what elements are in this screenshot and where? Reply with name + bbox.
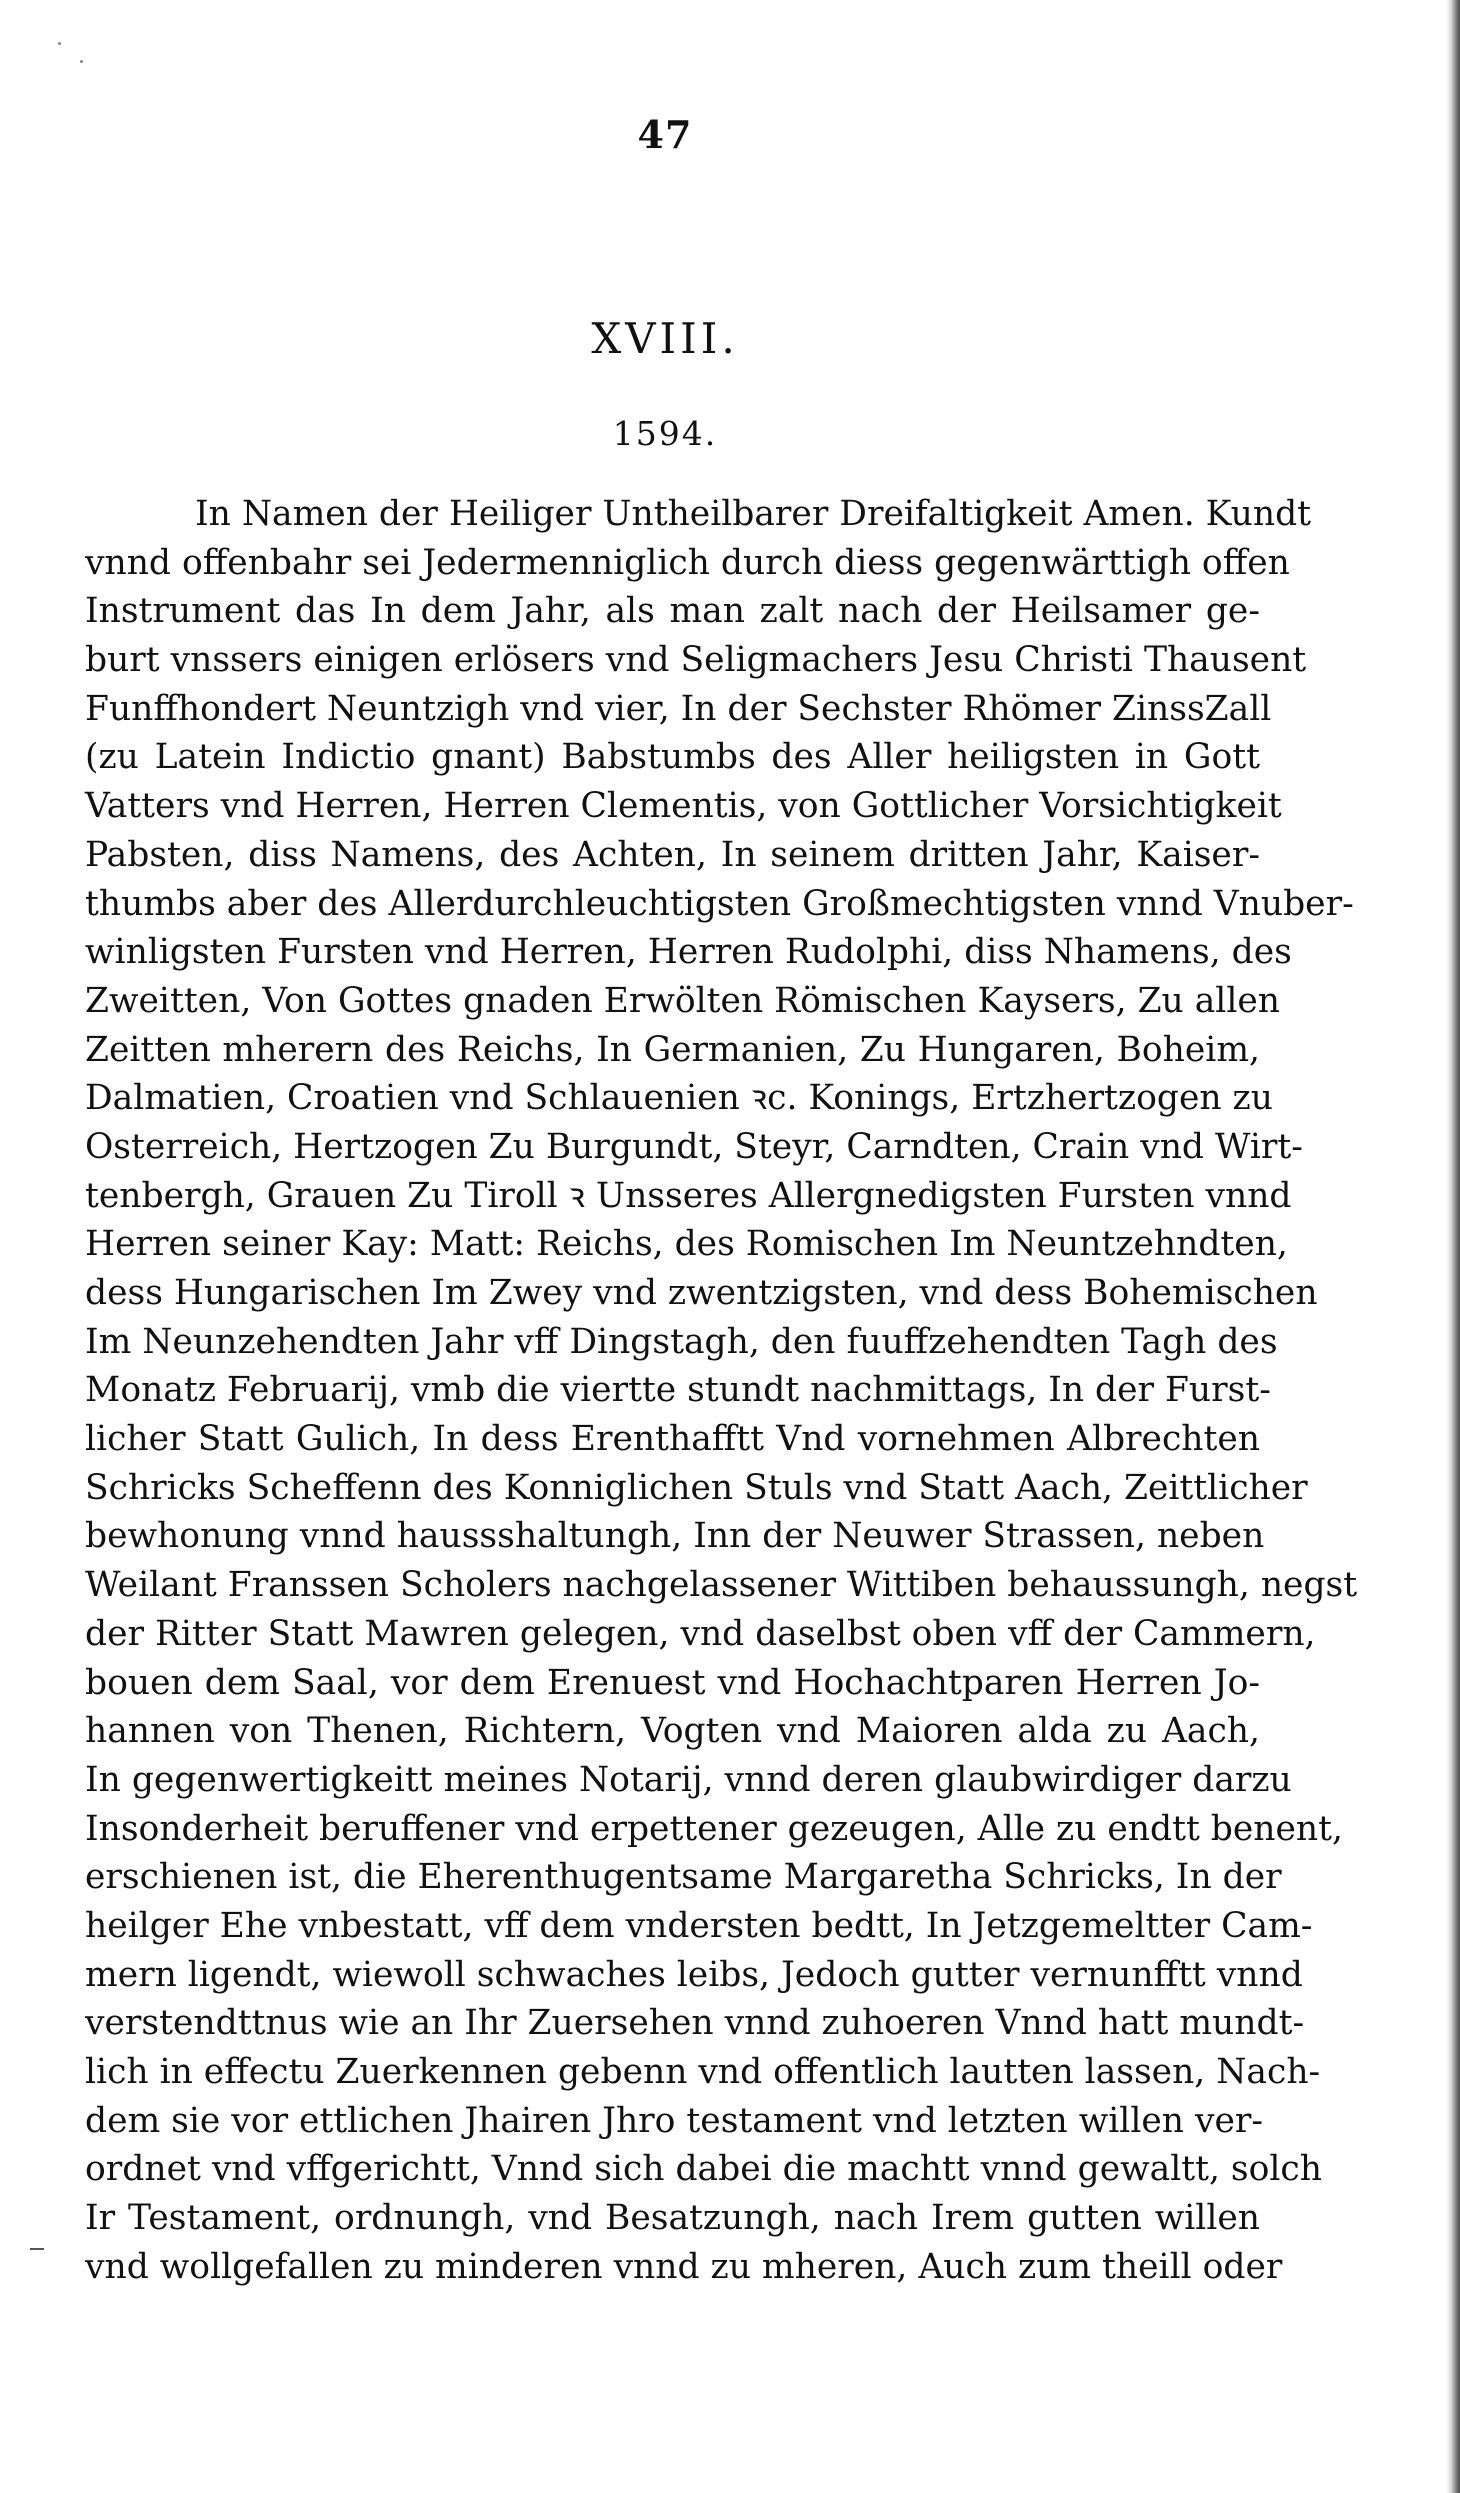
text-line: bouen dem Saal, vor dem Erenuest vnd Hochachtparen Herren Jo- bbox=[85, 1662, 1260, 1703]
page-binding-edge bbox=[1446, 0, 1460, 2493]
text-line: hannen von Thenen, Richtern, Vogten vnd Maioren alda zu Aach, bbox=[85, 1711, 1260, 1752]
text-line: Schricks Scheffenn des Konniglichen Stuls vnd Statt Aach, Zeittlicher bbox=[85, 1467, 1308, 1508]
page-number: 47 bbox=[637, 112, 693, 157]
paper-speck bbox=[80, 60, 83, 63]
text-line: Im Neunzehendten Jahr vff Dingstagh, den fuuffzehendten Tagh des bbox=[85, 1321, 1278, 1362]
text-line: Insonderheit beruffener vnd erpettener gezeugen, Alle zu endtt benent, bbox=[85, 1808, 1343, 1849]
text-line: Zeitten mherern des Reichs, In Germanien, Zu Hungaren, Boheim, bbox=[85, 1029, 1260, 1070]
text-line: Ir Testament, ordnungh, vnd Besatzungh, nach Irem gutten willen bbox=[85, 2198, 1260, 2239]
paper-speck bbox=[58, 42, 61, 45]
text-line: tenbergh, Grauen Zu Tiroll ꝛ Unsseres Allergnedigsten Fursten vnnd bbox=[85, 1175, 1292, 1216]
text-line: vnnd offenbahr sei Jedermenniglich durch diess gegenwärttigh offen bbox=[85, 542, 1290, 583]
text-line: bewhonung vnnd haussshaltungh, Inn der Neuwer Strassen, neben bbox=[85, 1516, 1265, 1557]
text-line: vnd wollgefallen zu minderen vnnd zu mheren, Auch zum theill oder bbox=[85, 2246, 1283, 2287]
text-line: Herren seiner Kay: Matt: Reichs, des Romischen Im Neuntzehndten, bbox=[85, 1224, 1288, 1265]
year-heading: 1594. bbox=[612, 414, 718, 453]
text-line: In gegenwertigkeitt meines Notarij, vnnd deren glaubwirdiger darzu bbox=[85, 1759, 1292, 1800]
text-line: der Ritter Statt Mawren gelegen, vnd daselbst oben vff der Cammern, bbox=[85, 1613, 1316, 1654]
text-line: verstendttnus wie an Ihr Zuersehen vnnd zuhoeren Vnnd hatt mundt- bbox=[85, 2003, 1305, 2044]
text-line: Pabsten, diss Namens, des Achten, In seinem dritten Jahr, Kaiser- bbox=[85, 834, 1260, 875]
text-line: In Namen der Heiliger Untheilbarer Dreifaltigkeit Amen. Kundt bbox=[195, 494, 1312, 534]
text-line: Weilant Franssen Scholers nachgelassener Wittiben behaussungh, negst bbox=[85, 1565, 1358, 1606]
text-line: dess Hungarischen Im Zwey vnd zwentzigsten, vnd dess Bohemischen bbox=[85, 1273, 1318, 1313]
text-line: Osterreich, Hertzogen Zu Burgundt, Steyr, Carndten, Crain vnd Wirt- bbox=[85, 1126, 1303, 1167]
text-line: Funffhondert Neuntzigh vnd vier, In der Sechster Rhömer ZinssZall bbox=[85, 688, 1272, 729]
text-line: dem sie vor ettlichen Jhairen Jhro testament vnd letzten willen ver- bbox=[85, 2100, 1264, 2141]
chapter-heading: XVIII. bbox=[591, 314, 739, 363]
text-line: heilger Ehe vnbestatt, vff dem vndersten bedtt, In Jetzgemeltter Cam- bbox=[85, 1905, 1313, 1946]
text-line: ordnet vnd vffgerichtt, Vnnd sich dabei die machtt vnnd gewaltt, solch bbox=[85, 2149, 1322, 2190]
text-line: lich in effectu Zuerkennen gebenn vnd offentlich lautten lassen, Nach- bbox=[85, 2052, 1321, 2092]
text-line: winligsten Fursten vnd Herren, Herren Rudolphi, diss Nhamens, des bbox=[85, 932, 1292, 973]
text-line: Zweitten, Von Gottes gnaden Erwölten Römischen Kaysers, Zu allen bbox=[85, 980, 1281, 1021]
text-line: Dalmatien, Croatien vnd Schlauenien ꝛc. Konings, Ertzhertzogen zu bbox=[85, 1078, 1273, 1119]
text-line: mern ligendt, wiewoll schwaches leibs, Jedoch gutter vernunfftt vnnd bbox=[85, 1954, 1303, 1995]
text-line: (zu Latein Indictio gnant) Babstumbs des Aller heiligsten in Gott bbox=[85, 737, 1260, 778]
text-line: Vatters vnd Herren, Herren Clementis, von Gottlicher Vorsichtigkeit bbox=[85, 786, 1282, 827]
document-body bbox=[85, 490, 1358, 2291]
margin-mark bbox=[30, 2248, 44, 2250]
text-line: Instrument das In dem Jahr, als man zalt nach der Heilsamer ge- bbox=[85, 591, 1260, 632]
text-line: erschienen ist, die Eherenthugentsame Margaretha Schricks, In der bbox=[85, 1857, 1282, 1898]
text-line: Monatz Februarij, vmb die viertte stundt nachmittags, In der Furst- bbox=[85, 1370, 1271, 1411]
text-line: burt vnssers einigen erlösers vnd Seligmachers Jesu Christi Thausent bbox=[85, 640, 1307, 681]
text-line: licher Statt Gulich, In dess Erenthafftt Vnd vornehmen Albrechten bbox=[85, 1419, 1260, 1460]
text-line: thumbs aber des Allerdurchleuchtigsten Großmechtigsten vnnd Vnuber- bbox=[85, 883, 1354, 924]
